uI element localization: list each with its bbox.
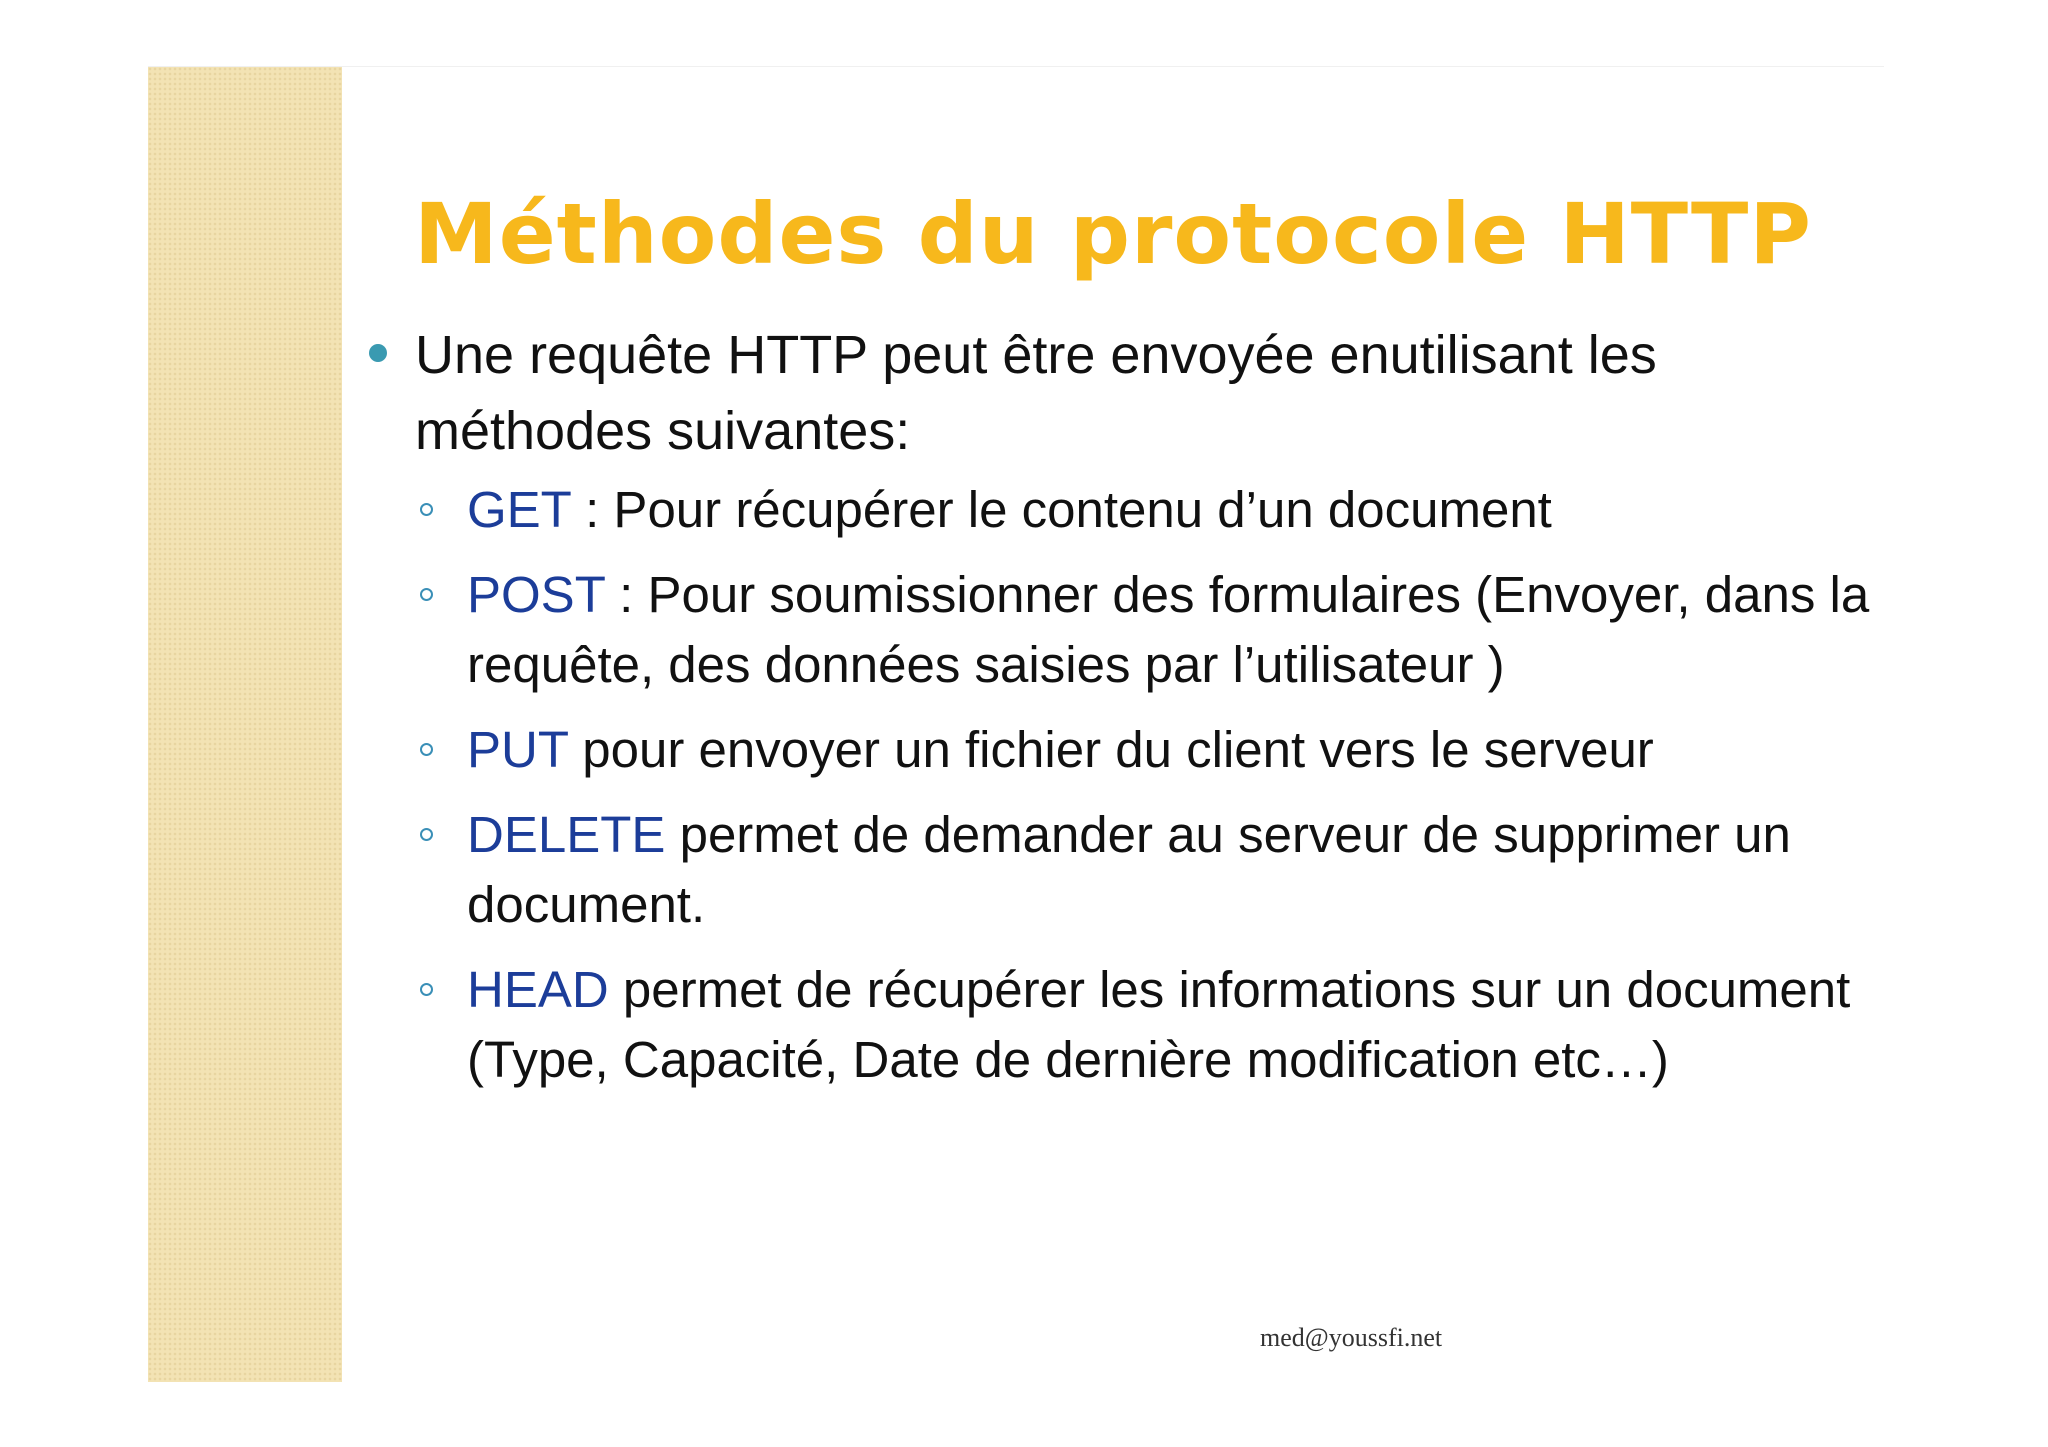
method-description: : Pour soumissionner des formulaires (Envoyer, dans la requête, des données saisies par l’utilisateur ) <box>467 566 1870 693</box>
method-name: POST <box>467 566 605 623</box>
ring-bullet-icon <box>420 503 433 516</box>
method-name: PUT <box>467 721 569 778</box>
method-name: DELETE <box>467 806 666 863</box>
method-item-delete <box>358 800 1878 940</box>
filled-circle-bullet-icon <box>369 344 387 362</box>
method-description: pour envoyer un fichier du client vers le serveur <box>568 721 1654 778</box>
decorative-sidebar-band <box>148 67 342 1382</box>
footer-email: med@youssfi.net <box>1260 1323 1443 1352</box>
ring-bullet-icon <box>420 588 433 601</box>
method-description: permet de récupérer les informations sur un document (Type, Capacité, Date de dernière modification etc…) <box>467 961 1851 1088</box>
method-item-put <box>358 715 1878 785</box>
method-item-get <box>358 475 1878 545</box>
slide-title: Méthodes du protocole HTTP <box>414 185 1812 283</box>
main-bullet-item <box>358 317 1878 469</box>
methods-list <box>358 475 1878 1095</box>
method-name: GET <box>467 481 571 538</box>
ring-bullet-icon <box>420 743 433 756</box>
ring-bullet-icon <box>420 983 433 996</box>
method-item-head <box>358 955 1878 1095</box>
intro-text: Une requête HTTP peut être envoyée enutilisant les méthodes suivantes: <box>415 325 1657 461</box>
slide-content <box>358 317 1878 1110</box>
ring-bullet-icon <box>420 828 433 841</box>
method-item-post <box>358 560 1878 700</box>
method-name: HEAD <box>467 961 609 1018</box>
slide <box>148 66 1884 1382</box>
method-description: permet de demander au serveur de supprimer un document. <box>467 806 1791 933</box>
method-description: : Pour récupérer le contenu d’un document <box>570 481 1552 538</box>
